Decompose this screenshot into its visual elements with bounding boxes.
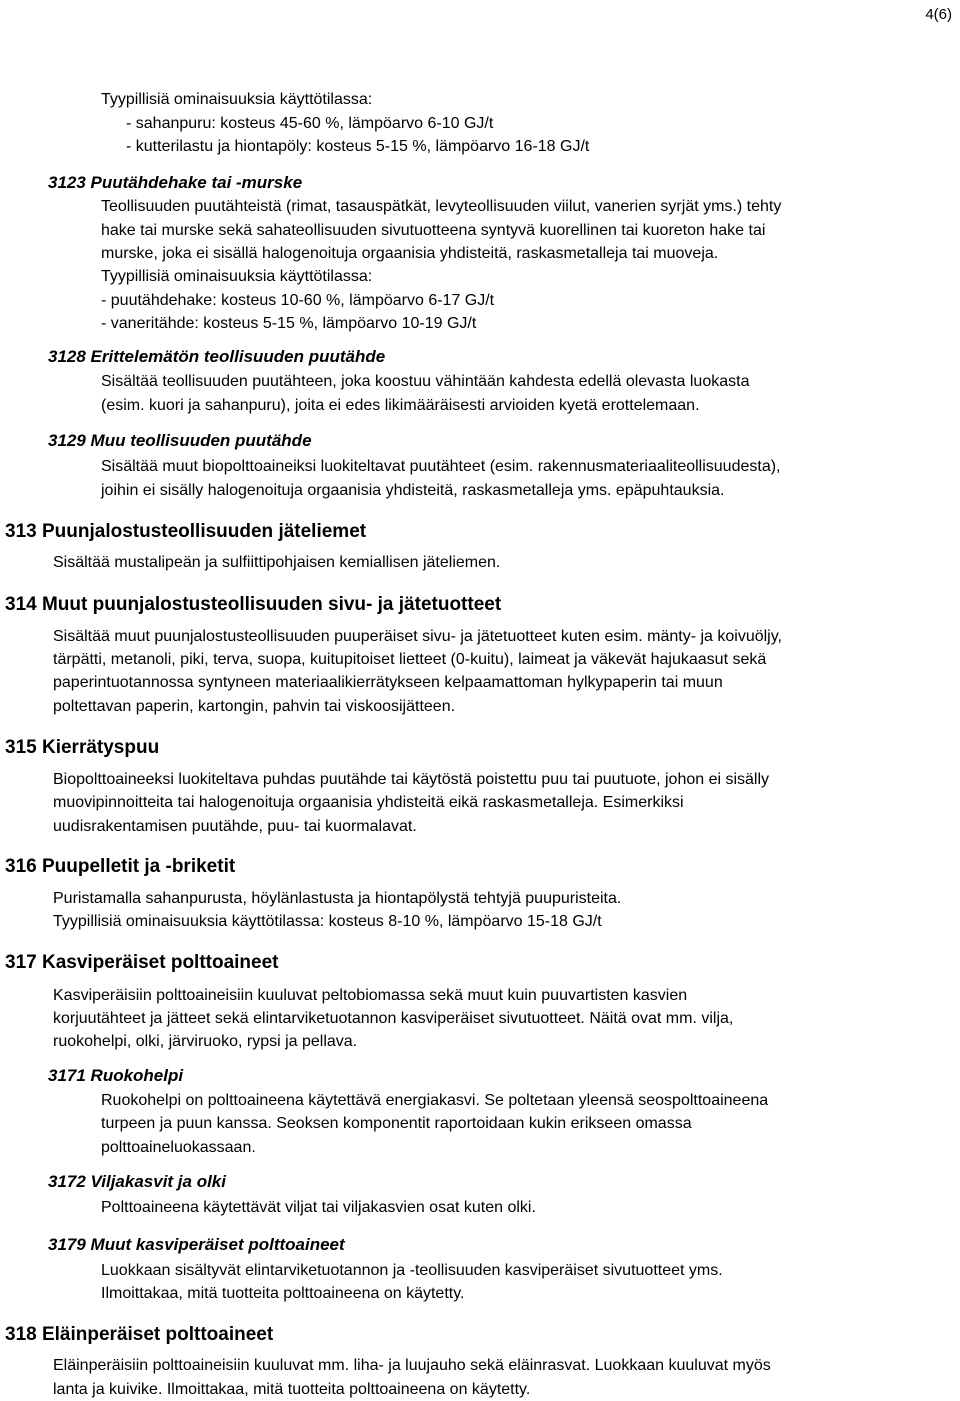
- text-line: hake tai murske sekä sahateollisuuden sivutuotteena syntyvä kuorellinen tai kuoreton hake tai: [101, 222, 766, 239]
- text-line: Ruokohelpi on polttoaineena käytettävä energiakasvi. Se poltetaan yleensä seospolttoaineena: [101, 1092, 769, 1109]
- text-line: Sisältää muut biopolttoaineiksi luokiteltavat puutähteet (esim. rakennusmateriaaliteollisuudesta),: [101, 458, 781, 475]
- section-heading-313: 313 Puunjalostusteollisuuden jäteliemet: [5, 521, 367, 542]
- text-line: Kasviperäisiin polttoaineisiin kuuluvat peltobiomassa sekä muut kuin puuvartisten kasvien: [53, 987, 688, 1004]
- page-number: 4(6): [925, 6, 952, 23]
- section-heading-3171: 3171 Ruokohelpi: [48, 1066, 184, 1085]
- text-line: Tyypillisiä ominaisuuksia käyttötilassa:: [101, 91, 373, 108]
- section-heading-3123: 3123 Puutähdehake tai -murske: [48, 173, 303, 192]
- text-line: tärpätti, metanoli, piki, terva, suopa, kuitupitoiset lietteet (0-kuitu), laimeat ja väkevät hajukaasut sekä: [53, 651, 767, 668]
- section-heading-317: 317 Kasviperäiset polttoaineet: [5, 952, 279, 973]
- section-heading-315: 315 Kierrätyspuu: [5, 737, 160, 758]
- text-line: muovipinnoitteita tai halogenoituja orgaanisia yhdisteitä eikä raskasmetalleja. Esimerkiksi: [53, 794, 684, 811]
- text-line: Tyypillisiä ominaisuuksia käyttötilassa:: [101, 268, 373, 285]
- text-line: Polttoaineena käytettävät viljat tai viljakasvien osat kuten olki.: [101, 1199, 536, 1216]
- text-line: paperintuotannossa syntyneen materiaalikierrätykseen kelpaamattoman hylkypaperin tai muun: [53, 674, 723, 691]
- text-line: korjuutähteet ja jätteet sekä elintarviketuotannon kasviperäiset sivutuotteet. Näitä ovat mm. vilja,: [53, 1010, 734, 1027]
- list-item: - puutähdehake: kosteus 10-60 %, lämpöarvo 6-17 GJ/t: [101, 292, 495, 309]
- text-line: Puristamalla sahanpurusta, höylänlastusta ja hiontapölystä tehtyjä puupuristeita.: [53, 890, 622, 907]
- text-line: Ilmoittakaa, mitä tuotteita polttoaineena on käytetty.: [101, 1285, 465, 1302]
- text-line: uudisrakentamisen puutähde, puu- tai kuormalavat.: [53, 818, 417, 835]
- section-heading-3129: 3129 Muu teollisuuden puutähde: [48, 431, 312, 450]
- list-item: - sahanpuru: kosteus 45-60 %, lämpöarvo 6-10 GJ/t: [126, 115, 494, 132]
- section-heading-3179: 3179 Muut kasviperäiset polttoaineet: [48, 1235, 345, 1254]
- text-line: Sisältää muut puunjalostusteollisuuden puuperäiset sivu- ja jätetuotteet kuten esim. mänty- ja koivuöljy,: [53, 628, 782, 645]
- text-line: Sisältää teollisuuden puutähteen, joka koostuu vähintään kahdesta edellä olevasta luokasta: [101, 373, 750, 390]
- text-line: Luokkaan sisältyvät elintarviketuotannon ja -teollisuuden kasviperäiset sivutuotteet yms.: [101, 1262, 723, 1279]
- section-heading-318: 318 Eläinperäiset polttoaineet: [5, 1324, 274, 1345]
- text-line: Teollisuuden puutähteistä (rimat, tasauspätkät, levyteollisuuden viilut, vanerien syrjät yms.) tehty: [101, 198, 782, 215]
- text-line: Biopolttoaineeksi luokiteltava puhdas puutähde tai käytöstä poistettu puu tai puutuote, johon ei sisälly: [53, 771, 770, 788]
- text-line: Eläinperäisiin polttoaineisiin kuuluvat mm. liha- ja luujauho sekä eläinrasvat. Luokkaan kuuluvat myös: [53, 1357, 771, 1374]
- text-line: polttoaineluokassaan.: [101, 1139, 256, 1156]
- section-heading-3172: 3172 Viljakasvit ja olki: [48, 1172, 226, 1191]
- text-line: lanta ja kuivike. Ilmoittakaa, mitä tuotteita polttoaineena on käytetty.: [53, 1381, 531, 1398]
- section-heading-3128: 3128 Erittelemätön teollisuuden puutähde: [48, 347, 386, 366]
- list-item: - kutterilastu ja hiontapöly: kosteus 5-15 %, lämpöarvo 16-18 GJ/t: [126, 138, 590, 155]
- text-line: ruokohelpi, olki, järviruoko, rypsi ja pellava.: [53, 1033, 358, 1050]
- text-line: (esim. kuori ja sahanpuru), joita ei edes likimääräisesti arvioiden kyetä erottelemaan.: [101, 397, 700, 414]
- text-line: murske, joka ei sisällä halogenoituja orgaanisia yhdisteitä, raskasmetalleja tai muoveja.: [101, 245, 719, 262]
- list-item: - vaneritähde: kosteus 5-15 %, lämpöarvo 10-19 GJ/t: [101, 315, 477, 332]
- text-line: Sisältää mustalipeän ja sulfiittipohjaisen kemiallisen jäteliemen.: [53, 554, 501, 571]
- text-line: joihin ei sisälly halogenoituja orgaanisia yhdisteitä, raskasmetalleja yms. epäpuhtauksia.: [101, 482, 725, 499]
- text-line: poltettavan paperin, kartongin, pahvin tai viskoosijätteen.: [53, 698, 456, 715]
- section-heading-316: 316 Puupelletit ja -briketit: [5, 856, 236, 877]
- section-heading-314: 314 Muut puunjalostusteollisuuden sivu- ja jätetuotteet: [5, 594, 502, 615]
- text-line: turpeen ja puun kanssa. Seoksen komponentit raportoidaan kukin erikseen omassa: [101, 1115, 692, 1132]
- text-line: Tyypillisiä ominaisuuksia käyttötilassa: kosteus 8-10 %, lämpöarvo 15-18 GJ/t: [53, 913, 602, 930]
